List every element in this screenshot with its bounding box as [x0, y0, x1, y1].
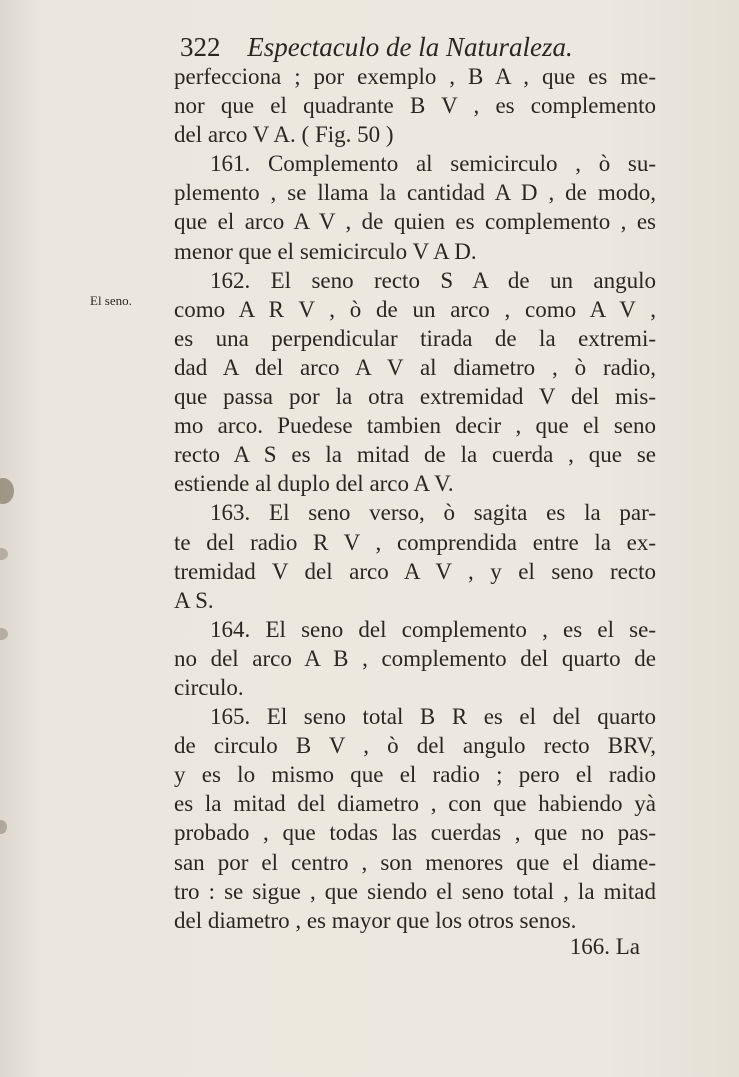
- text-line: plemento , se llama la cantidad A D , de modo,: [174, 180, 656, 206]
- text-line: 162. El seno recto S A de un angulo: [210, 267, 656, 293]
- text-line: dad A del arco A V al diametro , ò radio,: [174, 354, 656, 380]
- text-line: tremidad V del arco A V , y el seno recto: [174, 558, 656, 584]
- text-line: recto A S es la mitad de la cuerda , que se: [174, 442, 656, 468]
- text-line: 163. El seno verso, ò sagita es la par-: [210, 500, 656, 526]
- page-number: 322: [180, 32, 221, 62]
- text-line: es una perpendicular tirada de la extremi-: [174, 325, 656, 351]
- text-line: de circulo B V , ò del angulo recto BRV,: [174, 733, 656, 759]
- text-line: san por el centro , son menores que el diame-: [174, 849, 656, 875]
- text-line: circulo.: [174, 674, 244, 700]
- running-title: Espectaculo de la Naturaleza.: [247, 32, 573, 62]
- text-line: no del arco A B , complemento del quarto de: [174, 645, 656, 671]
- margin-note: El seno.: [90, 293, 132, 308]
- ink-blot: [0, 628, 8, 640]
- text-line: es la mitad del diametro , con que habiendo yà: [174, 791, 656, 817]
- catchword: 166. La: [569, 934, 640, 959]
- text-line: que el arco A V , de quien es complemento , es: [174, 209, 656, 235]
- text-line: menor que el semicirculo V A D.: [174, 238, 477, 264]
- text-line: que passa por la otra extremidad V del mis-: [174, 384, 656, 410]
- running-header: [180, 30, 660, 64]
- text-line: te del radio R V , comprendida entre la ex-: [174, 529, 656, 555]
- text-line: A S.: [174, 587, 214, 613]
- text-line: del arco V A. ( Fig. 50 ): [174, 122, 394, 148]
- ink-blot: [0, 820, 7, 834]
- text-line: nor que el quadrante B V , es complemento: [174, 93, 656, 119]
- text-line: 161. Complemento al semicirculo , ò su-: [210, 151, 656, 177]
- body-text: [174, 62, 656, 935]
- text-line: probado , que todas las cuerdas , que no pas-: [174, 820, 656, 846]
- text-line: perfecciona ; por exemplo , B A , que es me-: [174, 64, 656, 89]
- text-line: y es lo mismo que el radio ; pero el radio: [174, 762, 656, 788]
- text-line: estiende al duplo del arco A V.: [174, 471, 454, 497]
- text-line: 164. El seno del complemento , es el se-: [210, 616, 656, 642]
- text-line: del diametro , es mayor que los otros senos.: [174, 907, 577, 933]
- text-line: mo arco. Puedese tambien decir , que el seno: [174, 413, 656, 439]
- text-line: 165. El seno total B R es el del quarto: [210, 704, 656, 730]
- text-line: como A R V , ò de un arco , como A V ,: [174, 296, 656, 322]
- ink-blot: [0, 548, 8, 560]
- ink-blot: [0, 478, 14, 504]
- text-line: tro : se sigue , que siendo el seno total , la mitad: [174, 878, 656, 904]
